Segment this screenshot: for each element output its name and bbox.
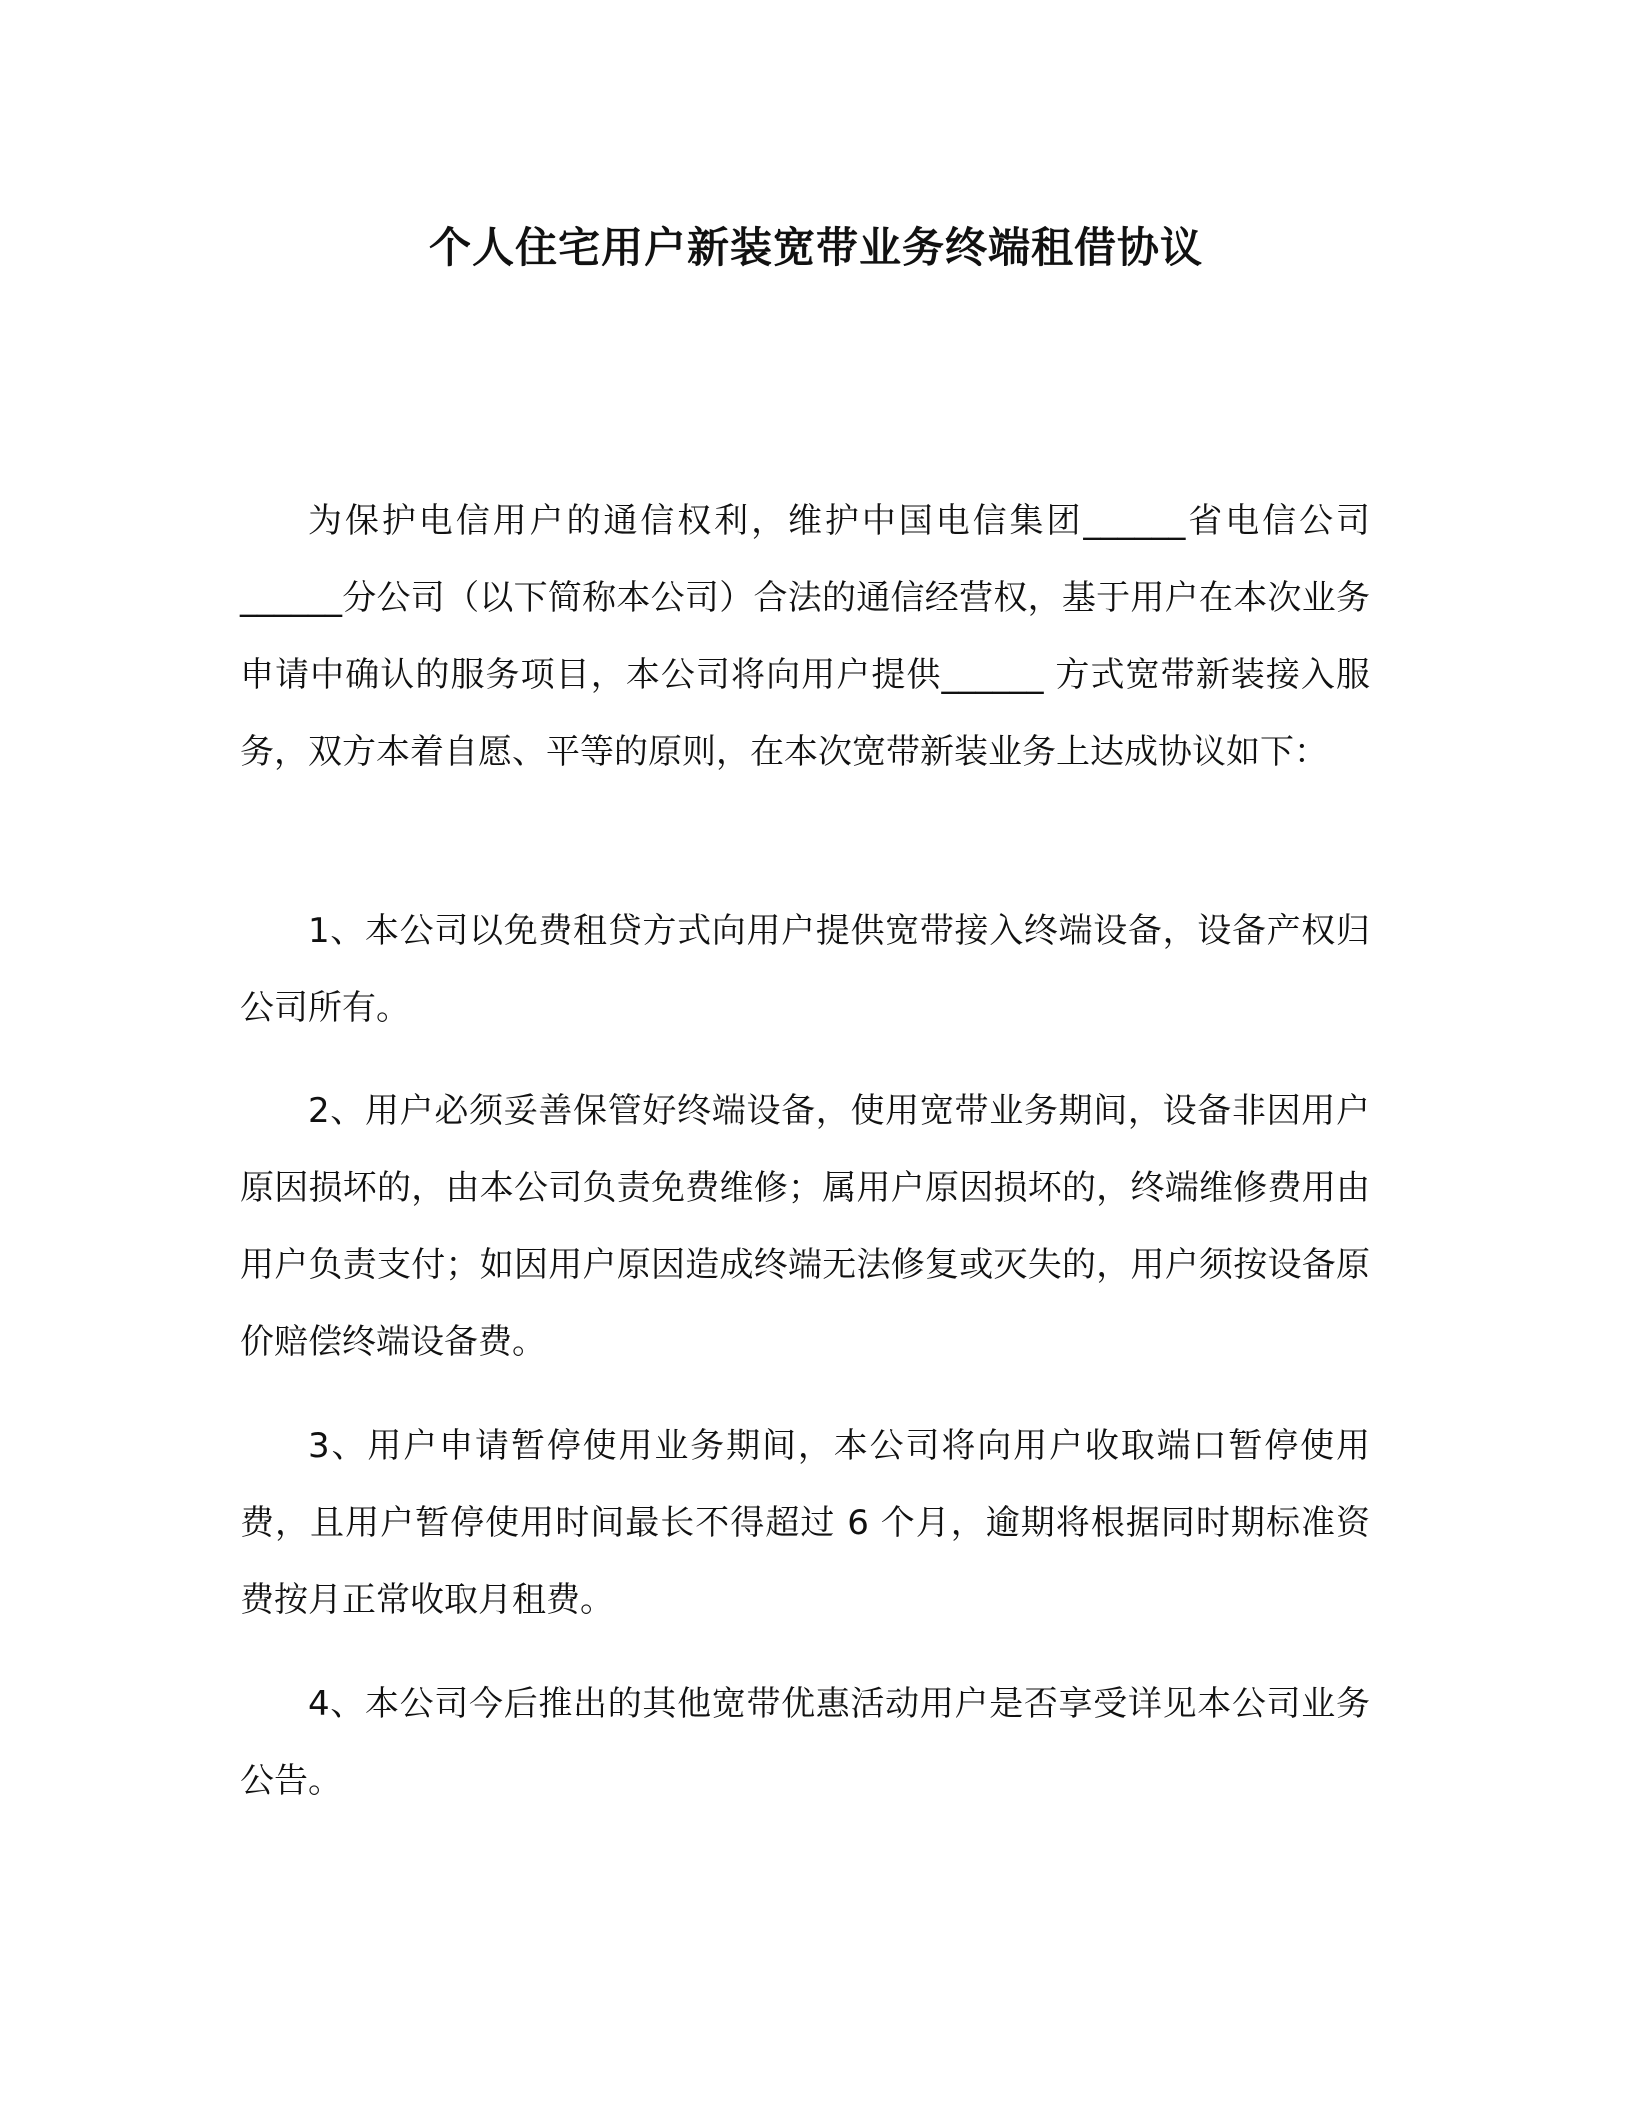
document-title: 个人住宅用户新装宽带业务终端租借协议 [428,223,1203,272]
clause-1-paragraph: 1、本公司以免费租贷方式向用户提供宽带接入终端设备，设备产权归公司所有。 [240,911,1370,1028]
intro-paragraph: 为保护电信用户的通信权利，维护中国电信集团______省电信公司______分公司（以下简称本公司）合法的通信经营权，基于用户在本次业务申请中确认的服务项目，本公司将向用户提供______ 方式宽带新装接入服务，双方本着自愿、平等的原则，在本次宽带新装业务上达成协议如下： [240,501,1370,772]
clause-2-paragraph: 2、用户必须妥善保管好终端设备，使用宽带业务期间，设备非因用户原因损坏的，由本公司负责免费维修；属用户原因损坏的，终端维修费用由用户负责支付；如因用户原因造成终端无法修复或灭失的，用户须按设备原价赔偿终端设备费。 [240,1091,1370,1362]
clause-3-paragraph: 3、用户申请暂停使用业务期间，本公司将向用户收取端口暂停使用费，且用户暂停使用时间最长不得超过 6 个月，逾期将根据同时期标准资费按月正常收取月租费。 [240,1426,1370,1620]
clause-4-paragraph: 4、本公司今后推出的其他宽带优惠活动用户是否享受详见本公司业务公告。 [240,1684,1370,1801]
